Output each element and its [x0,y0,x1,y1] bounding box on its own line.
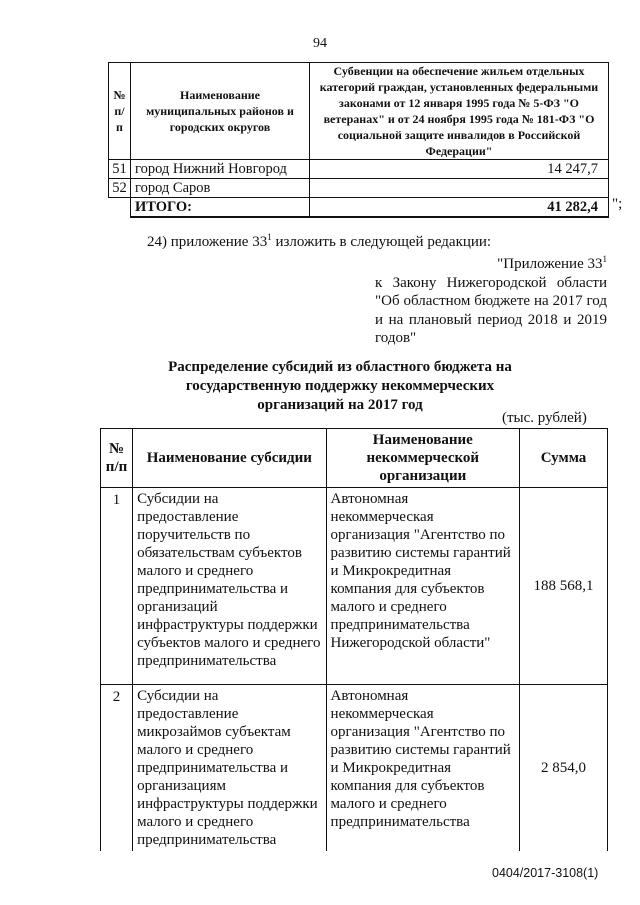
subsidy-distribution-table [100,428,608,851]
appendix-reference [375,250,607,348]
row-num: 2 [101,685,133,852]
total-value: 41 282,4 [310,198,609,218]
row-sum: 188 568,1 [520,488,608,685]
item-24-text-after: изложить в следующей редакции: [271,234,492,250]
row-value: 14 247,7 [310,160,609,179]
table-row [109,179,609,198]
header-sum: Сумма [520,429,608,488]
table-row [109,160,609,179]
appendix-title-sup: 1 [602,254,607,264]
document-code: 0404/2017-3108(1) [492,866,599,880]
item-24-text: 24) приложение 33 [147,234,268,250]
unit-label: (тыс. рублей) [502,410,587,426]
row-name: город Саров [131,179,310,198]
header-subvention: Субвенции на обеспечение жильем отдельных категорий граждан, установленных федеральными законами от 12 января 1995 года № 5-ФЗ "О ветеранах" и от 24 ноября 1995 года № 181-ФЗ "О социальной защите инвалидов в Российской Федерации" [310,63,609,160]
row-organization: Автономная некоммерческая организация "Агентство по развитию системы гарантий и Микрокредитная компания для субъектов малого и среднего предпринимательства [326,685,519,852]
table-row [101,685,608,852]
table-header-row [109,63,609,160]
row-num: 51 [109,160,131,179]
table-row [101,488,608,685]
total-label: ИТОГО: [131,198,310,218]
document-title: Распределение субсидий из областного бюджета на государственную поддержку некоммерческих организаций на 2017 год [168,359,512,413]
item-24-sup: 1 [267,232,272,242]
page-number: 94 [313,36,327,51]
appendix-title [375,250,607,274]
header-num: № п/п [109,63,131,160]
closing-quote: "; [612,196,623,212]
row-value [310,179,609,198]
header-num: № п/п [101,429,133,488]
table-header-row [101,429,608,488]
row-num: 52 [109,179,131,198]
row-subsidy: Субсидии на предоставление поручительств по обязательствам субъектов малого и среднего предпринимательства и организаций инфраструктуры поддержки субъектов малого и среднего предпринимательства [133,488,326,685]
appendix-title-text: "Приложение 33 [497,256,603,272]
row-num: 1 [101,488,133,685]
municipal-subsidy-table [108,62,609,218]
total-row [109,198,609,218]
item-24 [147,232,491,251]
appendix-body: к Закону Нижегородской области "Об областном бюджете на 2017 год и на плановый период 2018 и 2019 годов" [375,274,607,346]
row-subsidy: Субсидии на предоставление микрозаймов субъектам малого и среднего предпринимательства и организациям инфраструктуры поддержки малого и среднего предпринимательства [133,685,326,852]
header-subsidy-name: Наименование субсидии [133,429,326,488]
total-blank-cell [109,198,131,218]
row-sum: 2 854,0 [520,685,608,852]
header-municipality: Наименование муниципальных районов и городских округов [131,63,310,160]
row-organization: Автономная некоммерческая организация "Агентство по развитию системы гарантий и Микрокредитная компания для субъектов малого и среднего предпринимательства Нижегородской области" [326,488,519,685]
row-name: город Нижний Новгород [131,160,310,179]
header-organization: Наименование некоммерческой организации [326,429,519,488]
